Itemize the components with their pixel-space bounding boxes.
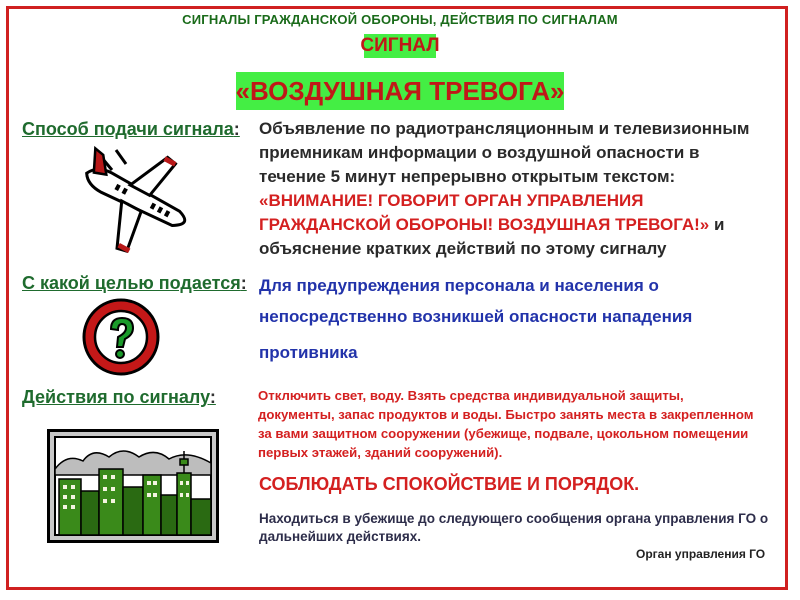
city-skyline-icon bbox=[47, 429, 219, 543]
purpose-line-1: Для предупреждения персонала и населения о bbox=[259, 276, 659, 295]
purpose-line-2: непосредственно возникшей опасности нападения bbox=[259, 307, 693, 326]
alert-text: ГРАЖДАНСКОЙ ОБОРОНЫ! ВОЗДУШНАЯ ТРЕВОГА!» bbox=[259, 215, 710, 234]
signal-name-banner: «ВОЗДУШНАЯ ТРЕВОГА» bbox=[236, 72, 564, 110]
airplane-icon bbox=[72, 140, 202, 260]
authority-signature: Орган управления ГО bbox=[636, 547, 766, 561]
calm-instruction: СОБЛЮДАТЬ СПОКОЙСТВИЕ И ПОРЯДОК. bbox=[259, 474, 640, 494]
purpose-line-3: противника bbox=[259, 343, 358, 362]
page-title: СИГНАЛЫ ГРАЖДАНСКОЙ ОБОРОНЫ, ДЕЙСТВИЯ ПО СИГНАЛАМ bbox=[182, 12, 618, 27]
method-description: Объявление по радиотрансляционным и телевизионным приемникам информации о воздушной опасности в течение 5 минут непрерывно открытым текстом: «ВНИМАНИЕ! ГОВОРИТ ОРГАН УПРАВЛЕНИЯ ГРАЖДАНСКОЙ ОБОРОНЫ! ВОЗДУШНАЯ ТРЕВОГА!» и объяснение кратких действий по этому сигналу bbox=[259, 119, 750, 258]
method-label: Способ подачи сигнала: bbox=[22, 119, 240, 139]
signal-word: СИГНАЛ bbox=[360, 35, 440, 56]
actions-description: Отключить свет, воду. Взять средства индивидуальной защиты, документы, запас продуктов и воды. Быстро занять места в закрепленном за вами защитном сооружении (убежище, подвале, цокольном помещении первых этажей, зданий сооружений). bbox=[258, 388, 754, 460]
actions-label: Действия по сигналу: bbox=[22, 387, 216, 407]
stay-instruction: Находиться в убежище до следующего сообщения органа управления ГО о дальнейших действиях. bbox=[259, 511, 769, 544]
purpose-label: С какой целью подается: bbox=[22, 273, 247, 293]
question-sign-icon bbox=[80, 296, 162, 378]
